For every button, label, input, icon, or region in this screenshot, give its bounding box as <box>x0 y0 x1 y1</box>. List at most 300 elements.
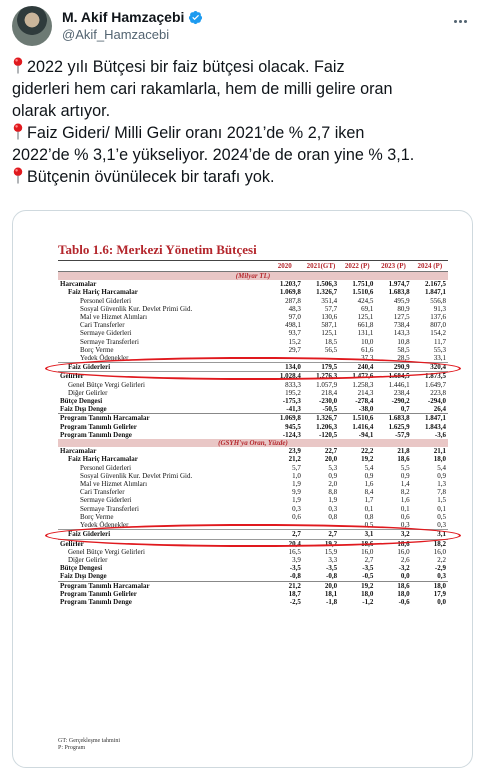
avatar[interactable] <box>12 6 52 46</box>
cell-value: 0,0 <box>400 572 410 581</box>
cell-value: 0,3 <box>292 504 301 513</box>
row-label: Faiz Hariç Harcamalar <box>68 288 138 297</box>
cell-value: 0,9 <box>328 471 338 480</box>
table-row <box>58 423 448 431</box>
cell-value: 37,3 <box>361 354 374 363</box>
column-header: 2021(GT) <box>303 261 339 272</box>
cell-value: 8,4 <box>364 488 374 497</box>
cell-value: 2,7 <box>303 530 339 539</box>
cell-value: 1.684,5 <box>388 372 410 381</box>
cell-value: 93,7 <box>288 329 301 338</box>
cell-value: 20,4 <box>288 539 301 548</box>
cell-value: 2,7 <box>364 555 374 564</box>
row-label: Gelirler <box>60 539 84 548</box>
cell-value: -175,3 <box>282 397 301 406</box>
cell-value: 1.028,4 <box>279 372 301 381</box>
cell-value <box>267 521 303 530</box>
cell-value: 57,7 <box>324 304 338 313</box>
cell-value: -2,9 <box>434 564 446 573</box>
cell-value: 287,8 <box>285 296 301 305</box>
author-row <box>62 9 203 25</box>
cell-value: 22,7 <box>324 447 338 456</box>
row-label: Genel Bütçe Vergi Gelirleri <box>68 547 145 556</box>
cell-value: 1,6 <box>364 480 374 489</box>
cell-value: -3,2 <box>398 564 410 573</box>
cell-value: 0,3 <box>328 504 338 513</box>
cell-value: 131,1 <box>357 329 374 338</box>
cell-value: 143,3 <box>393 329 410 338</box>
cell-value: 1.625,9 <box>388 422 410 431</box>
table-row <box>58 431 448 439</box>
cell-value: 195,2 <box>285 388 301 397</box>
cell-value: 1,6 <box>400 496 410 505</box>
table-header-row <box>58 261 448 272</box>
tweet-text <box>12 56 482 188</box>
cell-value: -38,0 <box>358 405 374 414</box>
table-row <box>58 496 448 504</box>
table-row <box>58 363 448 372</box>
cell-value: 320,4 <box>412 363 448 372</box>
cell-value: 7,8 <box>437 488 446 497</box>
cell-value: 58,5 <box>397 345 410 354</box>
cell-value: 0,1 <box>364 504 374 513</box>
row-label: Sosyal Güvenlik Kur. Devlet Primi Gid. <box>80 304 193 313</box>
table-row <box>58 305 448 313</box>
table-row <box>58 556 448 564</box>
table-row <box>58 338 448 346</box>
cell-value: 1.847,1 <box>412 414 448 423</box>
cell-value: 833,3 <box>285 380 301 389</box>
cell-value: 1.843,4 <box>425 422 446 431</box>
cell-value: 1.203,7 <box>279 280 301 289</box>
cell-value: 18,2 <box>433 539 446 548</box>
table-row <box>58 564 448 572</box>
row-label: Bütçe Dengesi <box>60 564 103 573</box>
cell-value: 1,4 <box>400 480 410 489</box>
table-row <box>58 447 448 455</box>
author-handle[interactable]: @Akif_Hamzacebi <box>62 27 170 42</box>
table-row <box>58 405 448 414</box>
cell-value: 154,2 <box>430 329 446 338</box>
unit-row <box>58 272 448 281</box>
cell-value: 238,4 <box>393 388 410 397</box>
cell-value: 8,8 <box>328 488 338 497</box>
cell-value: 3,2 <box>375 530 411 539</box>
cell-value: 33,1 <box>433 354 446 363</box>
cell-value: -1,8 <box>326 597 338 606</box>
cell-value: 48,3 <box>288 304 301 313</box>
cell-value: 21,1 <box>433 447 446 456</box>
cell-value: 1,7 <box>364 496 374 505</box>
unit-row <box>58 439 448 447</box>
more-icon[interactable] <box>449 12 471 30</box>
table-row <box>58 581 448 590</box>
cell-value: 19,2 <box>324 539 338 548</box>
row-label: Faiz Dışı Denge <box>60 405 107 414</box>
column-header: 2024 (P) <box>412 261 448 272</box>
cell-value: 179,5 <box>303 363 339 372</box>
cell-value: 20,0 <box>303 581 339 590</box>
row-label: Personel Giderleri <box>80 296 132 305</box>
table-row <box>58 521 448 530</box>
table-row <box>58 389 448 397</box>
cell-value: 134,0 <box>267 363 303 372</box>
cell-value: 1.649,7 <box>425 380 446 389</box>
table-row <box>58 598 448 606</box>
column-header <box>58 261 267 272</box>
cell-value: -0,8 <box>326 572 338 581</box>
cell-value: 1.206,3 <box>316 422 338 431</box>
table-row <box>58 381 448 389</box>
cell-value: 214,3 <box>357 388 374 397</box>
cell-value: 0,0 <box>437 597 446 606</box>
cell-value: 1.069,8 <box>267 414 303 423</box>
cell-value: 23,9 <box>288 447 301 456</box>
table-section-gdp <box>58 439 448 606</box>
unit-label: (Milyar TL) <box>58 272 448 281</box>
cell-value: 0,1 <box>400 504 410 513</box>
cell-value: 0,6 <box>292 512 301 521</box>
cell-value: 0,9 <box>364 471 374 480</box>
cell-value: 1.446,1 <box>388 380 410 389</box>
table-row <box>58 548 448 556</box>
cell-value: 223,8 <box>430 388 446 397</box>
row-label: Sosyal Güvenlik Kur. Devlet Primi Gid. <box>80 471 193 480</box>
tweet-line: olarak artıyor. <box>12 102 111 120</box>
cell-value: 69,1 <box>361 304 374 313</box>
table-row <box>58 455 448 463</box>
cell-value: 0,1 <box>437 504 446 513</box>
row-label: Program Tanımlı Harcamalar <box>58 581 267 590</box>
cell-value: 28,5 <box>397 354 410 363</box>
cell-value: 10,0 <box>361 337 374 346</box>
cell-value: 0,6 <box>400 512 410 521</box>
row-label: Harcamalar <box>60 280 97 289</box>
table-title: Tablo 1.6: Merkezi Yönetim Bütçesi <box>58 242 257 257</box>
tweet-line <box>12 166 482 188</box>
cell-value: -120,5 <box>319 430 338 439</box>
cell-value: -41,3 <box>286 405 301 414</box>
cell-value: 29,7 <box>288 345 301 354</box>
table-row <box>58 539 448 548</box>
cell-value: 290,9 <box>375 363 411 372</box>
cell-value: 1.416,4 <box>352 422 374 431</box>
round-pushpin-icon <box>12 167 24 184</box>
cell-value: 11,7 <box>434 337 446 346</box>
cell-value: 945,5 <box>285 422 301 431</box>
cell-value <box>303 521 339 530</box>
cell-value: 97,0 <box>288 313 301 322</box>
cell-value: 556,8 <box>430 296 446 305</box>
row-label: Cari Transferler <box>80 488 125 497</box>
cell-value: 0,5 <box>437 512 446 521</box>
cell-value: -294,0 <box>427 397 446 406</box>
cell-value: 5,4 <box>364 463 374 472</box>
cell-value: 0,3 <box>437 572 446 581</box>
row-label: Faiz Giderleri <box>58 530 267 539</box>
cell-value: -50,5 <box>322 405 338 414</box>
verified-badge-icon <box>188 10 203 25</box>
tweet-line <box>12 122 482 144</box>
tweet-header <box>12 6 473 46</box>
cell-value: 1.472,6 <box>352 372 374 381</box>
cell-value: 137,6 <box>430 313 446 322</box>
cell-value: -230,0 <box>319 397 338 406</box>
row-label: Yedek Ödenekler <box>80 354 129 363</box>
cell-value: -94,1 <box>358 430 374 439</box>
cell-value: 1,0 <box>292 471 301 480</box>
cell-value: 738,4 <box>393 321 410 330</box>
cell-value: 587,1 <box>321 321 338 330</box>
cell-value: 1.683,8 <box>388 288 410 297</box>
row-label: Personel Giderleri <box>80 463 132 472</box>
cell-value: 18,0 <box>433 455 446 464</box>
cell-value: 55,3 <box>433 345 446 354</box>
cell-value: 5,4 <box>437 463 446 472</box>
cell-value: 16,0 <box>361 547 374 556</box>
table-row <box>58 321 448 329</box>
table-row <box>58 464 448 472</box>
cell-value: 125,1 <box>321 329 338 338</box>
cell-value: 0,9 <box>400 471 410 480</box>
row-label: Sermaye Transferleri <box>80 337 139 346</box>
cell-value: 0,3 <box>400 521 410 530</box>
table-row <box>58 472 448 480</box>
cell-value: 1,5 <box>437 496 446 505</box>
table-row <box>58 288 448 296</box>
row-label: Sermaye Transferleri <box>80 504 139 513</box>
cell-value: -0,5 <box>362 572 374 581</box>
cell-value: 1.506,3 <box>316 280 338 289</box>
unit-label: (GSYH'ya Oran, Yüzde) <box>58 439 448 447</box>
row-label: Diğer Gelirler <box>68 555 108 564</box>
table-section-tl <box>58 272 448 440</box>
note: GT: Gerçekleşme tahmini <box>58 738 121 744</box>
table-row <box>58 280 448 288</box>
row-label: Mal ve Hizmet Alımları <box>80 313 148 322</box>
row-label: Program Tanımlı Denge <box>60 430 132 439</box>
cell-value <box>267 354 303 363</box>
cell-value: 3,3 <box>328 555 338 564</box>
tweet-line-text: Bütçenin övünülecek bir tarafı yok. <box>27 168 275 186</box>
cell-value: 21,2 <box>267 581 303 590</box>
cell-value: 0,8 <box>364 512 374 521</box>
cell-value: 1.510,6 <box>352 288 374 297</box>
cell-value: 0,9 <box>437 471 446 480</box>
cell-value: 18,6 <box>361 539 374 548</box>
cell-value: 424,5 <box>357 296 374 305</box>
cell-value: 1.258,3 <box>352 380 374 389</box>
cell-value: -124,3 <box>282 430 301 439</box>
cell-value: 15,2 <box>288 337 301 346</box>
cell-value: 22,2 <box>361 447 374 456</box>
cell-value: 19,2 <box>361 455 374 464</box>
table-row <box>58 354 448 363</box>
cell-value: 1.276,3 <box>316 372 338 381</box>
cell-value: 1.057,9 <box>316 380 338 389</box>
table-row <box>58 488 448 496</box>
cell-value: 16,0 <box>433 547 446 556</box>
cell-value: 16,5 <box>288 547 301 556</box>
cell-value: 18,5 <box>324 337 338 346</box>
author-name[interactable]: M. Akif Hamzaçebi <box>62 9 185 25</box>
cell-value: 91,3 <box>433 304 446 313</box>
cell-value: 2.167,5 <box>425 280 446 289</box>
row-label: Mal ve Hizmet Alımları <box>80 480 148 489</box>
cell-value: 56,5 <box>324 345 338 354</box>
cell-value: 80,9 <box>397 304 410 313</box>
cell-value: 18,6 <box>375 581 411 590</box>
table-row <box>58 572 448 581</box>
cell-value: 5,3 <box>328 463 338 472</box>
cell-value: 1,3 <box>437 480 446 489</box>
row-label: Harcamalar <box>60 447 97 456</box>
cell-value: 3,1 <box>412 530 448 539</box>
row-label: Program Tanımlı Gelirler <box>60 589 137 598</box>
row-label: Program Tanımlı Harcamalar <box>58 414 267 423</box>
note: P: Program <box>58 745 86 751</box>
cell-value: 18,0 <box>397 589 410 598</box>
cell-value: 0,7 <box>400 405 410 414</box>
row-label: Faiz Giderleri <box>58 363 267 372</box>
cell-value: 18,0 <box>412 581 448 590</box>
cell-value: 15,9 <box>324 547 338 556</box>
cell-value: 2,7 <box>267 530 303 539</box>
cell-value: 1.510,6 <box>339 414 375 423</box>
cell-value: 661,8 <box>357 321 374 330</box>
table-row <box>58 329 448 337</box>
cell-value: 351,4 <box>321 296 338 305</box>
cell-value: 218,4 <box>321 388 338 397</box>
cell-value: 1.683,8 <box>375 414 411 423</box>
row-label: Cari Transferler <box>80 321 125 330</box>
tweet-line-text: Faiz Gideri/ Milli Gelir oranı 2021’de % 2,7 iken <box>27 124 365 142</box>
cell-value: -290,2 <box>391 397 410 406</box>
cell-value: -3,5 <box>289 564 301 573</box>
cell-value: 1.847,1 <box>425 288 446 297</box>
cell-value: -1,2 <box>362 597 374 606</box>
tweet-image[interactable] <box>12 210 473 768</box>
cell-value: -3,5 <box>326 564 338 573</box>
table-row <box>58 505 448 513</box>
table-row <box>58 313 448 321</box>
row-label: Sermaye Giderleri <box>80 496 132 505</box>
cell-value: 127,5 <box>393 313 410 322</box>
cell-value: 26,4 <box>433 405 446 414</box>
table-row <box>58 372 448 381</box>
cell-value: 3,1 <box>339 530 375 539</box>
cell-value: 0,5 <box>364 521 374 530</box>
cell-value: -2,5 <box>289 597 301 606</box>
cell-value: 18,7 <box>288 589 301 598</box>
cell-value: 1,9 <box>292 496 301 505</box>
round-pushpin-icon <box>12 123 24 140</box>
round-pushpin-icon <box>12 57 24 74</box>
cell-value: 9,9 <box>292 488 301 497</box>
cell-value: 21,2 <box>288 455 301 464</box>
table-row <box>58 530 448 539</box>
cell-value: 498,1 <box>285 321 301 330</box>
cell-value: 5,7 <box>292 463 301 472</box>
cell-value: 17,9 <box>433 589 446 598</box>
row-label: Borç Verme <box>80 345 114 354</box>
table-row <box>58 513 448 521</box>
table-row <box>58 297 448 305</box>
row-label: Yedek Ödenekler <box>80 521 129 530</box>
cell-value: 8,2 <box>400 488 410 497</box>
tweet-line: 2022’de % 3,1’e yükseliyor. 2024’de de oran yine % 3,1. <box>12 146 415 164</box>
cell-value: 3,9 <box>292 555 301 564</box>
cell-value: 125,1 <box>357 313 374 322</box>
cell-value: 1.069,8 <box>279 288 301 297</box>
row-label: Diğer Gelirler <box>68 388 108 397</box>
cell-value: -0,6 <box>398 597 410 606</box>
cell-value: -278,4 <box>355 397 374 406</box>
cell-value: 0,3 <box>437 521 446 530</box>
column-header: 2022 (P) <box>339 261 375 272</box>
cell-value: 2,6 <box>400 555 410 564</box>
cell-value: 1.326,7 <box>316 288 338 297</box>
table-notes <box>58 738 120 752</box>
row-label: Program Tanımlı Denge <box>60 597 132 606</box>
table-row <box>58 590 448 598</box>
cell-value: 1.873,5 <box>425 372 446 381</box>
table-row <box>58 346 448 354</box>
cell-value: 18,6 <box>397 539 410 548</box>
cell-value: 5,5 <box>400 463 410 472</box>
budget-table <box>58 260 448 606</box>
cell-value <box>303 354 339 363</box>
row-label: Borç Verme <box>80 512 114 521</box>
cell-value: -3,6 <box>434 430 446 439</box>
cell-value: 495,9 <box>393 296 410 305</box>
cell-value: 2,2 <box>437 555 446 564</box>
cell-value: 21,8 <box>397 447 410 456</box>
cell-value: 18,0 <box>361 589 374 598</box>
row-label: Sermaye Giderleri <box>80 329 132 338</box>
table-row <box>58 397 448 405</box>
table-row <box>58 414 448 423</box>
cell-value: 16,0 <box>397 547 410 556</box>
cell-value: 0,8 <box>328 512 338 521</box>
cell-value: 807,0 <box>430 321 446 330</box>
cell-value: 18,1 <box>324 589 338 598</box>
cell-value: 19,2 <box>339 581 375 590</box>
cell-value: 61,6 <box>361 345 374 354</box>
cell-value: 1,9 <box>292 480 301 489</box>
cell-value: -0,8 <box>289 572 301 581</box>
row-label: Genel Bütçe Vergi Gelirleri <box>68 380 145 389</box>
row-label: Faiz Dışı Denge <box>60 572 107 581</box>
cell-value: 240,4 <box>339 363 375 372</box>
table-row <box>58 480 448 488</box>
tweet-line <box>12 56 482 78</box>
column-header: 2020 <box>267 261 303 272</box>
cell-value: -3,5 <box>362 564 374 573</box>
cell-value: 1.974,7 <box>388 280 410 289</box>
row-label: Program Tanımlı Gelirler <box>60 422 137 431</box>
row-label: Faiz Hariç Harcamalar <box>68 455 138 464</box>
cell-value: 18,6 <box>397 455 410 464</box>
cell-value: -57,9 <box>395 430 410 439</box>
tweet-line: giderleri hem cari rakamlarla, hem de milli gelire oran <box>12 80 393 98</box>
cell-value: 1.326,7 <box>303 414 339 423</box>
tweet-line-text: 2022 yılı Bütçesi bir faiz bütçesi olacak. Faiz <box>27 58 345 76</box>
cell-value: 130,6 <box>321 313 338 322</box>
cell-value: 1,9 <box>328 496 338 505</box>
column-header: 2023 (P) <box>375 261 411 272</box>
cell-value: 20,0 <box>324 455 338 464</box>
